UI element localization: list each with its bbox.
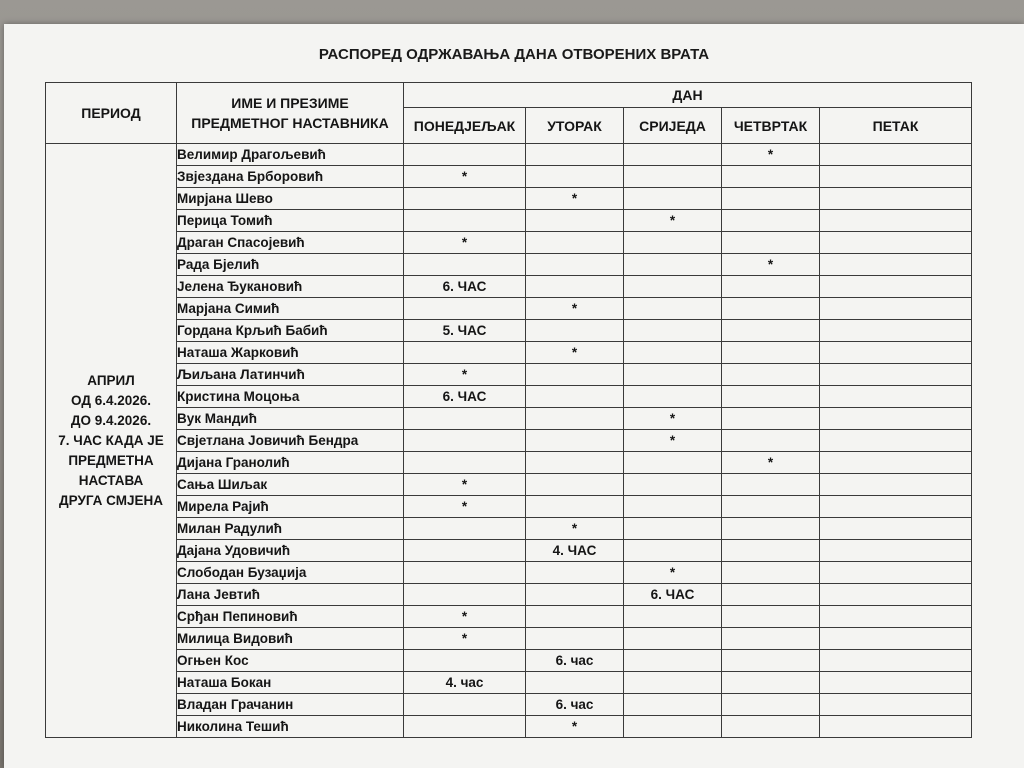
schedule-cell-monday xyxy=(404,562,526,584)
schedule-cell-thursday xyxy=(722,298,820,320)
table-row xyxy=(46,584,972,606)
teacher-name-cell: Наташа Жарковић xyxy=(177,342,404,364)
schedule-cell-thursday xyxy=(722,232,820,254)
schedule-cell-monday xyxy=(404,540,526,562)
schedule-cell-thursday xyxy=(722,210,820,232)
table-row xyxy=(46,496,972,518)
teacher-name-cell: Владан Грачанин xyxy=(177,694,404,716)
schedule-cell-thursday: * xyxy=(722,254,820,276)
schedule-cell-thursday xyxy=(722,430,820,452)
schedule-cell-tuesday xyxy=(526,672,624,694)
table-row xyxy=(46,298,972,320)
schedule-cell-monday xyxy=(404,210,526,232)
table-row xyxy=(46,694,972,716)
schedule-cell-tuesday xyxy=(526,430,624,452)
table-row xyxy=(46,320,972,342)
schedule-cell-friday xyxy=(820,320,972,342)
teacher-name-cell: Вук Мандић xyxy=(177,408,404,430)
teacher-name-cell: Мирјана Шево xyxy=(177,188,404,210)
schedule-cell-monday: 6. ЧАС xyxy=(404,276,526,298)
table-row xyxy=(46,188,972,210)
teacher-name-cell: Рада Бјелић xyxy=(177,254,404,276)
schedule-cell-wednesday xyxy=(624,518,722,540)
schedule-cell-tuesday xyxy=(526,276,624,298)
teacher-name-cell: Звјездана Брборовић xyxy=(177,166,404,188)
schedule-cell-wednesday xyxy=(624,628,722,650)
schedule-cell-friday xyxy=(820,584,972,606)
teacher-name-cell: Марјана Симић xyxy=(177,298,404,320)
schedule-cell-tuesday xyxy=(526,166,624,188)
schedule-cell-monday: * xyxy=(404,474,526,496)
table-row xyxy=(46,650,972,672)
schedule-cell-friday xyxy=(820,276,972,298)
schedule-cell-thursday xyxy=(722,716,820,738)
schedule-cell-thursday xyxy=(722,496,820,518)
schedule-cell-tuesday xyxy=(526,496,624,518)
schedule-cell-thursday xyxy=(722,342,820,364)
schedule-cell-thursday: * xyxy=(722,144,820,166)
table-row xyxy=(46,518,972,540)
schedule-cell-friday xyxy=(820,298,972,320)
schedule-cell-thursday xyxy=(722,606,820,628)
schedule-cell-tuesday: 6. час xyxy=(526,694,624,716)
schedule-cell-wednesday xyxy=(624,386,722,408)
schedule-cell-thursday xyxy=(722,474,820,496)
schedule-cell-monday xyxy=(404,716,526,738)
teacher-name-cell: Велимир Драгољевић xyxy=(177,144,404,166)
schedule-cell-friday xyxy=(820,232,972,254)
schedule-cell-tuesday xyxy=(526,562,624,584)
teacher-name-cell: Сања Шиљак xyxy=(177,474,404,496)
schedule-cell-tuesday xyxy=(526,320,624,342)
teacher-name-cell: Николина Тешић xyxy=(177,716,404,738)
day-header-thursday: ЧЕТВРТАК xyxy=(722,108,820,144)
schedule-cell-monday: * xyxy=(404,364,526,386)
schedule-cell-tuesday xyxy=(526,386,624,408)
schedule-cell-monday xyxy=(404,144,526,166)
schedule-cell-tuesday: 4. ЧАС xyxy=(526,540,624,562)
schedule-cell-monday: * xyxy=(404,232,526,254)
schedule-cell-wednesday xyxy=(624,320,722,342)
schedule-cell-monday: 6. ЧАС xyxy=(404,386,526,408)
teacher-name-header xyxy=(177,83,404,144)
schedule-cell-wednesday xyxy=(624,452,722,474)
schedule-cell-wednesday: * xyxy=(624,430,722,452)
teacher-name-cell: Драган Спасојевић xyxy=(177,232,404,254)
schedule-cell-friday xyxy=(820,694,972,716)
schedule-cell-friday xyxy=(820,210,972,232)
schedule-cell-wednesday xyxy=(624,672,722,694)
schedule-cell-tuesday xyxy=(526,144,624,166)
table-row xyxy=(46,254,972,276)
schedule-cell-monday xyxy=(404,408,526,430)
teacher-name-cell: Гордана Крљић Бабић xyxy=(177,320,404,342)
teacher-name-cell: Дајана Удовичић xyxy=(177,540,404,562)
schedule-cell-monday: 4. час xyxy=(404,672,526,694)
period-line: 7. ЧАС КАДА ЈЕ xyxy=(58,432,164,448)
schedule-cell-tuesday xyxy=(526,210,624,232)
schedule-cell-tuesday xyxy=(526,474,624,496)
day-group-header: ДАН xyxy=(404,83,972,108)
schedule-cell-tuesday xyxy=(526,408,624,430)
schedule-cell-thursday xyxy=(722,188,820,210)
schedule-cell-monday xyxy=(404,298,526,320)
schedule-cell-friday xyxy=(820,408,972,430)
schedule-cell-thursday xyxy=(722,584,820,606)
schedule-cell-friday xyxy=(820,540,972,562)
teacher-name-cell: Милан Радулић xyxy=(177,518,404,540)
table-row xyxy=(46,232,972,254)
schedule-cell-friday xyxy=(820,562,972,584)
schedule-cell-friday xyxy=(820,496,972,518)
table-row xyxy=(46,386,972,408)
schedule-cell-monday: * xyxy=(404,166,526,188)
day-header-tuesday: УТОРАК xyxy=(526,108,624,144)
schedule-cell-thursday xyxy=(722,166,820,188)
schedule-cell-tuesday xyxy=(526,452,624,474)
table-row xyxy=(46,276,972,298)
teacher-name-cell: Срђан Пепиновић xyxy=(177,606,404,628)
table-row xyxy=(46,540,972,562)
schedule-cell-friday xyxy=(820,672,972,694)
day-header-friday: ПЕТАК xyxy=(820,108,972,144)
schedule-cell-monday xyxy=(404,188,526,210)
table-body xyxy=(46,144,972,738)
schedule-cell-monday xyxy=(404,584,526,606)
table-header xyxy=(46,83,972,144)
schedule-cell-wednesday xyxy=(624,232,722,254)
schedule-cell-friday xyxy=(820,628,972,650)
period-line: АПРИЛ xyxy=(87,372,135,388)
table-row xyxy=(46,628,972,650)
schedule-cell-friday xyxy=(820,606,972,628)
schedule-cell-wednesday xyxy=(624,650,722,672)
schedule-cell-friday xyxy=(820,452,972,474)
schedule-cell-tuesday: * xyxy=(526,518,624,540)
schedule-cell-friday xyxy=(820,188,972,210)
teacher-name-cell: Кристина Моцоња xyxy=(177,386,404,408)
table-row xyxy=(46,408,972,430)
table-row xyxy=(46,716,972,738)
schedule-cell-thursday xyxy=(722,672,820,694)
schedule-cell-wednesday xyxy=(624,276,722,298)
schedule-cell-tuesday xyxy=(526,628,624,650)
teacher-name-cell: Љиљана Латинчић xyxy=(177,364,404,386)
table-row xyxy=(46,562,972,584)
schedule-cell-wednesday: * xyxy=(624,408,722,430)
schedule-cell-wednesday: * xyxy=(624,210,722,232)
schedule-cell-monday xyxy=(404,694,526,716)
schedule-cell-monday: * xyxy=(404,628,526,650)
schedule-cell-friday xyxy=(820,254,972,276)
document-title: РАСПОРЕД ОДРЖАВАЊА ДАНА ОТВОРЕНИХ ВРАТА xyxy=(318,46,710,63)
schedule-cell-friday xyxy=(820,386,972,408)
schedule-cell-friday xyxy=(820,166,972,188)
teacher-name-cell: Свјетлана Јовичић Бендра xyxy=(177,430,404,452)
period-cell xyxy=(46,144,177,738)
schedule-cell-wednesday xyxy=(624,716,722,738)
schedule-cell-wednesday xyxy=(624,188,722,210)
table-row xyxy=(46,342,972,364)
period-line: НАСТАВА xyxy=(78,472,144,488)
teacher-name-cell: Дијана Гранолић xyxy=(177,452,404,474)
schedule-cell-wednesday xyxy=(624,364,722,386)
schedule-cell-monday: * xyxy=(404,606,526,628)
schedule-cell-friday xyxy=(820,650,972,672)
schedule-cell-monday xyxy=(404,254,526,276)
schedule-cell-tuesday: * xyxy=(526,716,624,738)
schedule-cell-wednesday xyxy=(624,254,722,276)
schedule-cell-wednesday xyxy=(624,540,722,562)
teacher-name-cell: Милица Видовић xyxy=(177,628,404,650)
teacher-name-cell: Лана Јевтић xyxy=(177,584,404,606)
schedule-cell-friday xyxy=(820,144,972,166)
schedule-cell-monday xyxy=(404,342,526,364)
schedule-cell-monday xyxy=(404,650,526,672)
schedule-cell-friday xyxy=(820,716,972,738)
schedule-cell-tuesday xyxy=(526,364,624,386)
table-row xyxy=(46,144,972,166)
schedule-cell-thursday xyxy=(722,320,820,342)
table-row xyxy=(46,210,972,232)
schedule-cell-wednesday xyxy=(624,342,722,364)
schedule-cell-monday: * xyxy=(404,496,526,518)
schedule-cell-wednesday: * xyxy=(624,562,722,584)
teacher-name-cell: Наташа Бокан xyxy=(177,672,404,694)
table-row xyxy=(46,166,972,188)
header-row-top xyxy=(46,83,972,108)
schedule-cell-tuesday: 6. час xyxy=(526,650,624,672)
schedule-cell-monday xyxy=(404,452,526,474)
table-row xyxy=(46,606,972,628)
schedule-cell-friday xyxy=(820,474,972,496)
schedule-cell-thursday xyxy=(722,540,820,562)
teacher-name-cell: Мирела Рајић xyxy=(177,496,404,518)
period-line: ДО 9.4.2026. xyxy=(70,412,152,428)
table-row xyxy=(46,452,972,474)
paper-sheet xyxy=(4,24,1024,768)
schedule-cell-wednesday xyxy=(624,298,722,320)
schedule-cell-tuesday xyxy=(526,606,624,628)
table-row xyxy=(46,672,972,694)
schedule-cell-friday xyxy=(820,342,972,364)
schedule-cell-wednesday xyxy=(624,496,722,518)
schedule-cell-friday xyxy=(820,364,972,386)
schedule-cell-thursday xyxy=(722,694,820,716)
schedule-cell-friday xyxy=(820,518,972,540)
schedule-cell-thursday xyxy=(722,562,820,584)
schedule-table xyxy=(45,82,972,738)
schedule-cell-wednesday xyxy=(624,144,722,166)
schedule-cell-tuesday: * xyxy=(526,188,624,210)
schedule-cell-tuesday: * xyxy=(526,342,624,364)
table-row xyxy=(46,364,972,386)
table-row xyxy=(46,474,972,496)
teacher-name-header-line1: ИМЕ И ПРЕЗИМЕ xyxy=(231,95,349,111)
period-header: ПЕРИОД xyxy=(46,83,177,144)
schedule-cell-wednesday: 6. ЧАС xyxy=(624,584,722,606)
schedule-cell-tuesday xyxy=(526,584,624,606)
teacher-name-cell: Огњен Кос xyxy=(177,650,404,672)
schedule-cell-thursday xyxy=(722,628,820,650)
schedule-cell-tuesday: * xyxy=(526,298,624,320)
schedule-cell-thursday xyxy=(722,386,820,408)
period-line: ОД 6.4.2026. xyxy=(71,392,151,408)
schedule-cell-wednesday xyxy=(624,606,722,628)
schedule-cell-thursday xyxy=(722,408,820,430)
schedule-cell-wednesday xyxy=(624,166,722,188)
table-row xyxy=(46,430,972,452)
schedule-cell-thursday xyxy=(722,276,820,298)
day-header-monday: ПОНЕДЈЕЉАК xyxy=(404,108,526,144)
teacher-name-cell: Јелена Ђукановић xyxy=(177,276,404,298)
schedule-cell-tuesday xyxy=(526,254,624,276)
teacher-name-cell: Слободан Бузаџија xyxy=(177,562,404,584)
schedule-cell-thursday xyxy=(722,364,820,386)
teacher-name-cell: Перица Томић xyxy=(177,210,404,232)
schedule-cell-monday xyxy=(404,518,526,540)
schedule-cell-monday: 5. ЧАС xyxy=(404,320,526,342)
schedule-cell-friday xyxy=(820,430,972,452)
day-header-wednesday: СРИЈЕДА xyxy=(624,108,722,144)
schedule-cell-tuesday xyxy=(526,232,624,254)
schedule-cell-wednesday xyxy=(624,694,722,716)
schedule-cell-thursday: * xyxy=(722,452,820,474)
period-line: ПРЕДМЕТНА xyxy=(68,452,154,468)
schedule-cell-thursday xyxy=(722,650,820,672)
period-line: ДРУГА СМЈЕНА xyxy=(59,492,163,508)
schedule-cell-monday xyxy=(404,430,526,452)
schedule-cell-wednesday xyxy=(624,474,722,496)
schedule-cell-thursday xyxy=(722,518,820,540)
teacher-name-header-line2: ПРЕДМЕТНОГ НАСТАВНИКА xyxy=(191,115,389,131)
